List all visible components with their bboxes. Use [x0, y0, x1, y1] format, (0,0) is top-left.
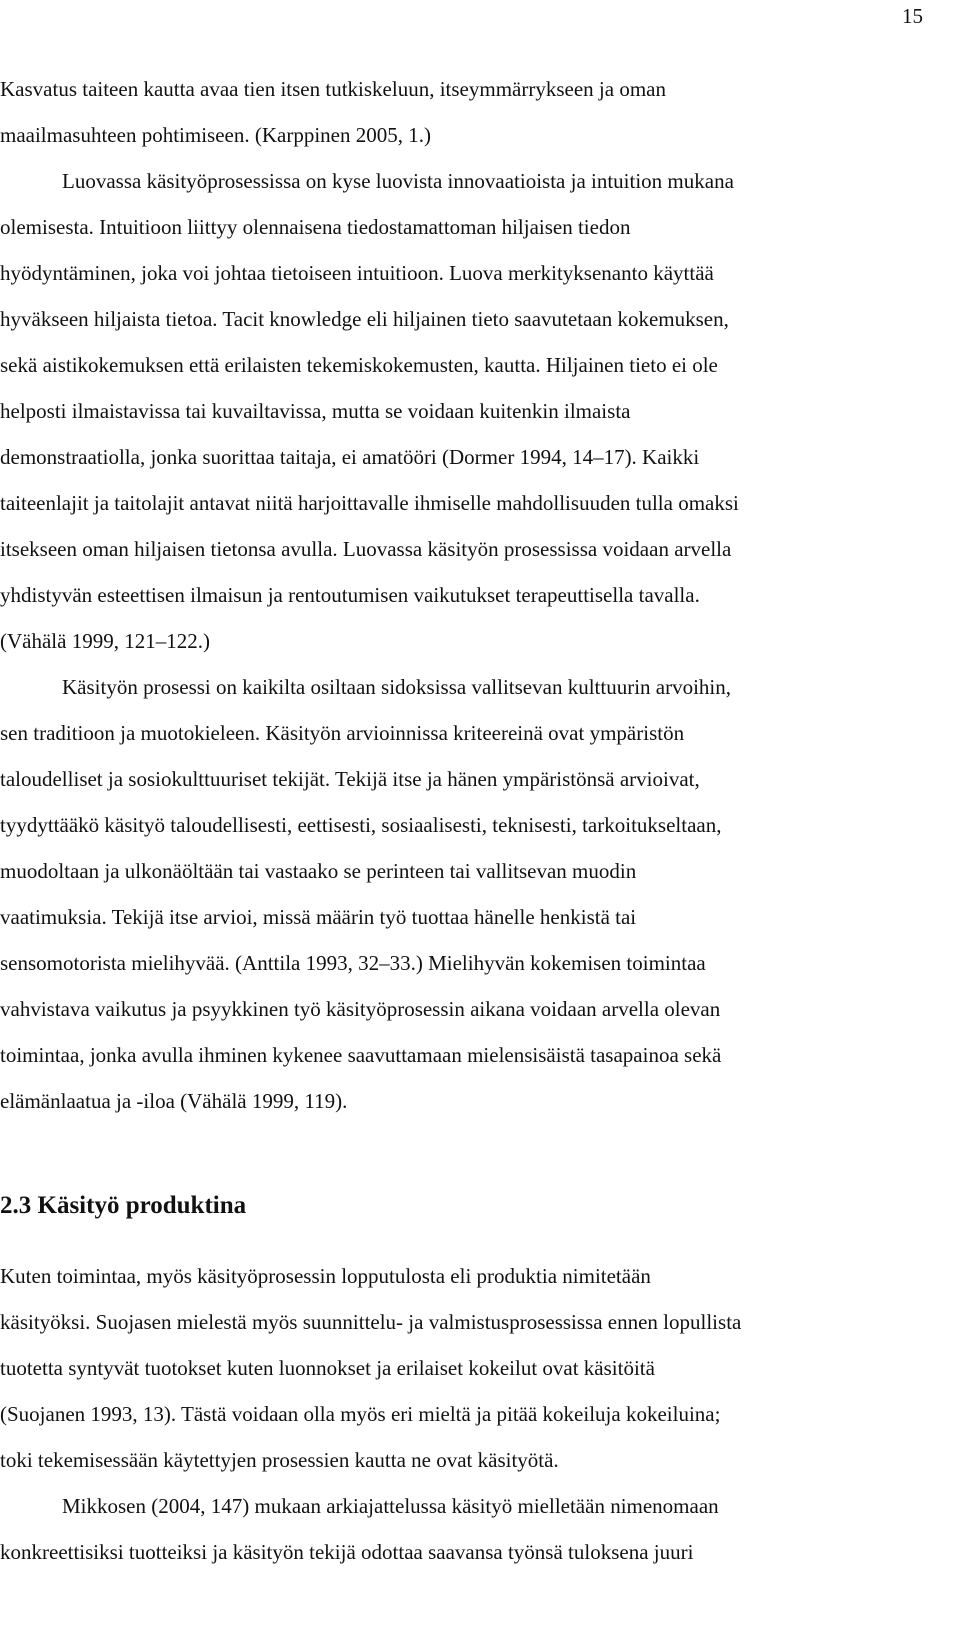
text-line: olemisesta. Intuitioon liittyy olennaisena tiedostamattoman hiljaisen tiedon [0, 215, 631, 239]
page-number: 15 [902, 4, 923, 28]
text-line: tuotetta syntyvät tuotokset kuten luonnokset ja erilaiset kokeilut ovat käsitöitä [0, 1356, 655, 1380]
text-line: muodoltaan ja ulkonäöltään tai vastaako se perinteen tai vallitsevan muodin [0, 859, 637, 883]
text-line: hyödyntäminen, joka voi johtaa tietoiseen intuitioon. Luova merkityksenanto käyttää [0, 261, 714, 285]
text-line: helposti ilmaistavissa tai kuvailtavissa, mutta se voidaan kuitenkin ilmaista [0, 399, 631, 423]
text-line: tyydyttääkö käsityö taloudellisesti, eettisesti, sosiaalisesti, teknisesti, tarkoitukseltaan, [0, 813, 722, 837]
text-line-paragraph-start: Mikkosen (2004, 147) mukaan arkiajattelussa käsityö mielletään nimenomaan [62, 1494, 719, 1518]
section-heading: 2.3 Käsityö produktina [0, 1192, 247, 1219]
text-line: yhdistyvän esteettisen ilmaisun ja rentoutumisen vaikutukset terapeuttisella tavalla. [0, 583, 700, 607]
text-line: Kuten toimintaa, myös käsityöprosessin lopputulosta eli produktia nimitetään [0, 1264, 651, 1288]
text-line: (Suojanen 1993, 13). Tästä voidaan olla myös eri mieltä ja pitää kokeiluja kokeiluina; [0, 1402, 721, 1426]
text-line: toimintaa, jonka avulla ihminen kykenee saavuttamaan mielensisäistä tasapainoa sekä [0, 1043, 722, 1067]
text-line: sensomotorista mielihyvää. (Anttila 1993, 32–33.) Mielihyvän kokemisen toimintaa [0, 951, 706, 975]
text-line: taloudelliset ja sosiokulttuuriset tekijät. Tekijä itse ja hänen ympäristönsä arvioivat, [0, 767, 700, 791]
text-line: käsityöksi. Suojasen mielestä myös suunnittelu- ja valmistusprosessissa ennen lopullista [0, 1310, 742, 1334]
text-line-paragraph-start: Luovassa käsityöprosessissa on kyse luovista innovaatioista ja intuition mukana [62, 169, 734, 193]
text-line: elämänlaatua ja -iloa (Vähälä 1999, 119). [0, 1089, 348, 1113]
text-line: sekä aistikokemuksen että erilaisten tekemiskokemusten, kautta. Hiljainen tieto ei ole [0, 353, 718, 377]
text-line: taiteenlajit ja taitolajit antavat niitä harjoittavalle ihmiselle mahdollisuuden tulla omaksi [0, 491, 739, 515]
text-line: maailmasuhteen pohtimiseen. (Karppinen 2005, 1.) [0, 123, 431, 147]
text-line: Kasvatus taiteen kautta avaa tien itsen tutkiskeluun, itseymmärrykseen ja oman [0, 77, 666, 101]
text-line: (Vähälä 1999, 121–122.) [0, 629, 210, 653]
text-line: vaatimuksia. Tekijä itse arvioi, missä määrin työ tuottaa hänelle henkistä tai [0, 905, 637, 929]
text-line: hyväkseen hiljaista tietoa. Tacit knowledge eli hiljainen tieto saavutetaan kokemuksen, [0, 307, 729, 331]
text-line: demonstraatiolla, jonka suorittaa taitaja, ei amatööri (Dormer 1994, 14–17). Kaikki [0, 445, 700, 469]
text-line: sen traditioon ja muotokieleen. Käsityön arvioinnissa kriteereinä ovat ympäristön [0, 721, 685, 745]
text-line: toki tekemisessään käytettyjen prosessien kautta ne ovat käsityötä. [0, 1448, 559, 1472]
text-line-paragraph-start: Käsityön prosessi on kaikilta osiltaan sidoksissa vallitsevan kulttuurin arvoihin, [62, 675, 732, 699]
text-line: konkreettisiksi tuotteiksi ja käsityön tekijä odottaa saavansa työnsä tuloksena juuri [0, 1540, 694, 1564]
body-text-part2 [0, 1261, 935, 1583]
text-line: vahvistava vaikutus ja psyykkinen työ käsityöprosessin aikana voidaan arvella olevan [0, 997, 721, 1021]
text-line: itsekseen oman hiljaisen tietonsa avulla. Luovassa käsityön prosessissa voidaan arvella [0, 537, 732, 561]
body-text-part1 [0, 74, 935, 1132]
